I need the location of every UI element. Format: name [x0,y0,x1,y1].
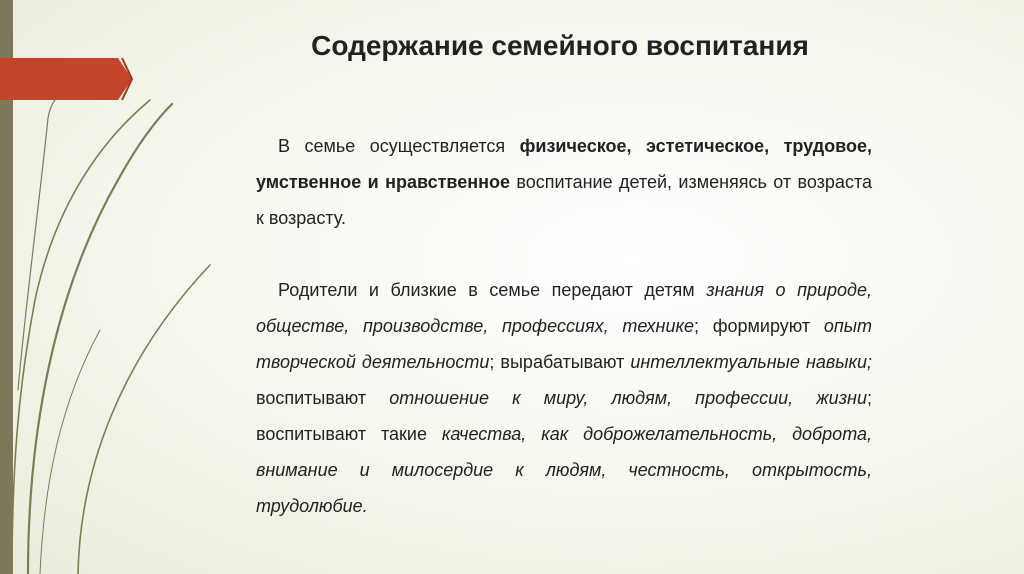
p2-text-normal: Родители и близкие в семье передают детям [278,280,707,300]
slide-title: Содержание семейного воспитания [311,30,809,61]
paragraph-parents-role [256,272,872,524]
p1-text-bold-types: физическое, эстетическое, трудовое, умственное и нравственное [256,136,872,192]
p2-text-normal: воспитывают [256,388,390,408]
p2-text-normal: ; формируют [693,316,824,336]
p2-text-italic: знания о природе, обществе, производстве, профессиях, технике [256,280,872,336]
title-arrow-marker [0,58,132,100]
paragraph-family-upbringing-types [256,128,872,236]
p2-text-normal: ; вырабатывают [489,352,631,372]
p2-text-italic: интеллектуальные навыки; [630,352,873,372]
p1-text-normal: воспитание детей, изменяясь от возраста к возрасту. [256,172,872,228]
p1-text-normal: В семье осуществляется [278,136,520,156]
slide-body [256,128,872,524]
p2-text-italic: опыт творческой деятельности [256,316,872,372]
p2-text-italic: качества, как доброжелательность, доброта, внимание и милосердие к людям, честность, открытость, трудолюбие. [256,424,872,516]
p2-text-italic: отношение к миру, людям, профессии, жизни [389,388,867,408]
p2-text-normal: ; воспитывают такие [256,388,872,444]
